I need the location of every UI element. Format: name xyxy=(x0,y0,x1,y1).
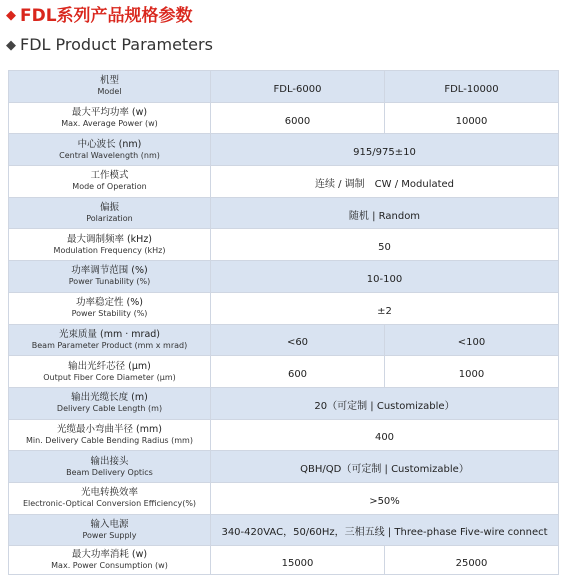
parameter-label-cell xyxy=(9,197,211,229)
parameter-name-en: Output Fiber Core Diameter (μm) xyxy=(43,372,176,382)
table-row xyxy=(9,451,559,483)
parameter-name-cn: 光电转换效率 xyxy=(80,487,138,499)
parameter-value-cell xyxy=(385,546,559,575)
parameter-value: 6000 xyxy=(284,115,311,127)
parameter-value-cell xyxy=(211,166,559,198)
parameter-label-cell xyxy=(9,451,211,483)
diamond-bullet-icon: ◆ xyxy=(6,8,16,23)
parameter-name-en: Polarization xyxy=(86,214,133,224)
parameter-value-cell xyxy=(211,134,559,166)
parameter-label-cell xyxy=(9,102,211,134)
parameter-label-cell xyxy=(9,324,211,356)
parameter-value: 340-420VAC，50/60Hz，三相五线 | Three-phase Five-wire connect xyxy=(221,527,548,539)
parameter-value: FDL-10000 xyxy=(444,83,499,95)
parameter-value-cell xyxy=(211,71,385,103)
parameter-name-en: Power Supply xyxy=(82,530,137,540)
table-row xyxy=(9,261,559,293)
parameter-name-cn: 功率稳定性 (%) xyxy=(76,297,143,309)
parameter-name-cn: 光缆最小弯曲半径 (mm) xyxy=(57,423,162,435)
parameter-value: >50% xyxy=(369,495,400,507)
parameter-value-cell xyxy=(211,514,559,546)
parameter-name-cn: 功率调节范围 (%) xyxy=(71,265,148,277)
parameter-value: <60 xyxy=(286,337,309,349)
parameter-value: 50 xyxy=(378,242,391,254)
parameter-label-cell xyxy=(9,71,211,103)
title-en-text: FDL Product Parameters xyxy=(20,35,213,54)
table-row xyxy=(9,197,559,229)
parameter-name-en: Modulation Frequency (kHz) xyxy=(53,245,166,255)
parameter-name-en: Delivery Cable Length (m) xyxy=(56,404,163,414)
parameter-value-cell xyxy=(211,482,559,514)
parameter-value: 400 xyxy=(374,432,395,444)
parameter-value-cell xyxy=(211,229,559,261)
parameter-value: 随机 | Random xyxy=(348,210,421,222)
parameter-label-cell xyxy=(9,356,211,388)
parameter-value: 10000 xyxy=(455,115,488,127)
parameter-name-en: Model xyxy=(97,87,122,97)
table-row xyxy=(9,71,559,103)
parameter-value: QBH/QD（可定制 | Customizable） xyxy=(300,464,469,476)
parameter-name-en: Electronic-Optical Conversion Efficiency(%) xyxy=(22,499,197,509)
parameter-name-en: Central Wavelength (nm) xyxy=(59,150,160,160)
parameter-name-cn: 输出光缆长度 (m) xyxy=(71,392,148,404)
table-row xyxy=(9,166,559,198)
parameter-label-cell xyxy=(9,134,211,166)
parameter-value: ±2 xyxy=(377,305,392,317)
parameter-value-cell xyxy=(211,419,559,451)
parameter-value-cell xyxy=(385,324,559,356)
parameter-name-en: Beam Delivery Optics xyxy=(66,467,153,477)
parameter-name-cn: 最大调制频率 (kHz) xyxy=(66,233,153,245)
parameter-name-cn: 工作模式 xyxy=(90,170,129,182)
parameter-value: 25000 xyxy=(455,557,488,569)
parameter-name-en: Max. Power Consumption (w) xyxy=(51,561,168,571)
parameter-name-cn: 光束质量 (mm · mrad) xyxy=(58,328,160,340)
parameter-value-cell xyxy=(385,356,559,388)
table-row xyxy=(9,514,559,546)
parameter-value-cell xyxy=(211,387,559,419)
table-row xyxy=(9,419,559,451)
parameter-table xyxy=(8,70,559,575)
parameter-name-cn: 机型 xyxy=(99,75,119,87)
parameter-label-cell xyxy=(9,166,211,198)
parameter-label-cell xyxy=(9,514,211,546)
parameter-name-en: Power Tunability (%) xyxy=(68,277,151,287)
parameter-table-body xyxy=(9,71,559,575)
parameter-value-cell xyxy=(211,261,559,293)
parameter-value-cell xyxy=(211,102,385,134)
table-row xyxy=(9,482,559,514)
parameter-value: 1000 xyxy=(458,369,485,381)
parameter-name-cn: 偏振 xyxy=(99,202,119,214)
parameter-name-en: Beam Parameter Product (mm x mrad) xyxy=(31,340,188,350)
parameter-label-cell xyxy=(9,292,211,324)
parameter-label-cell xyxy=(9,387,211,419)
table-row xyxy=(9,102,559,134)
parameter-name-cn: 输出光纤芯径 (μm) xyxy=(68,360,151,372)
parameter-value-cell xyxy=(211,197,559,229)
page-title-cn xyxy=(6,3,193,29)
parameter-value: 10-100 xyxy=(366,273,403,285)
table-row xyxy=(9,546,559,575)
parameter-value-cell xyxy=(211,324,385,356)
parameter-value-cell xyxy=(211,356,385,388)
parameter-name-en: Power Stability (%) xyxy=(71,309,148,319)
parameter-label-cell xyxy=(9,229,211,261)
diamond-bullet-icon: ◆ xyxy=(6,38,16,53)
page-title-en xyxy=(6,33,213,57)
title-cn-text: FDL系列产品规格参数 xyxy=(20,6,193,26)
parameter-name-en: Mode of Operation xyxy=(72,182,147,192)
table-row xyxy=(9,134,559,166)
parameter-value: 20（可定制 | Customizable） xyxy=(314,400,455,412)
parameter-value-cell xyxy=(211,451,559,483)
parameter-name-en: Min. Delivery Cable Bending Radius (mm) xyxy=(26,435,193,445)
parameter-label-cell xyxy=(9,546,211,575)
parameter-value: 600 xyxy=(287,369,308,381)
parameter-value: 15000 xyxy=(281,557,314,569)
table-row xyxy=(9,229,559,261)
parameter-value-cell xyxy=(211,292,559,324)
parameter-name-cn: 最大平均功率 (w) xyxy=(71,107,148,119)
parameter-value-cell xyxy=(385,102,559,134)
parameter-label-cell xyxy=(9,261,211,293)
parameter-value: 连续 / 调制 CW / Modulated xyxy=(314,178,455,190)
parameter-value-cell xyxy=(211,546,385,575)
parameter-name-cn: 中心波长 (nm) xyxy=(77,138,142,150)
parameter-name-en: Max. Average Power (w) xyxy=(61,119,158,129)
table-row xyxy=(9,324,559,356)
parameter-value: <100 xyxy=(457,337,486,349)
parameter-value: 915/975±10 xyxy=(353,147,416,159)
table-row xyxy=(9,387,559,419)
parameter-name-cn: 最大功率消耗 (w) xyxy=(71,549,148,561)
parameter-name-cn: 输出接头 xyxy=(90,455,129,467)
parameter-value: FDL-6000 xyxy=(273,83,322,95)
parameter-label-cell xyxy=(9,419,211,451)
parameter-name-cn: 输入电源 xyxy=(90,518,129,530)
parameter-label-cell xyxy=(9,482,211,514)
parameter-value-cell xyxy=(385,71,559,103)
table-row xyxy=(9,356,559,388)
table-row xyxy=(9,292,559,324)
